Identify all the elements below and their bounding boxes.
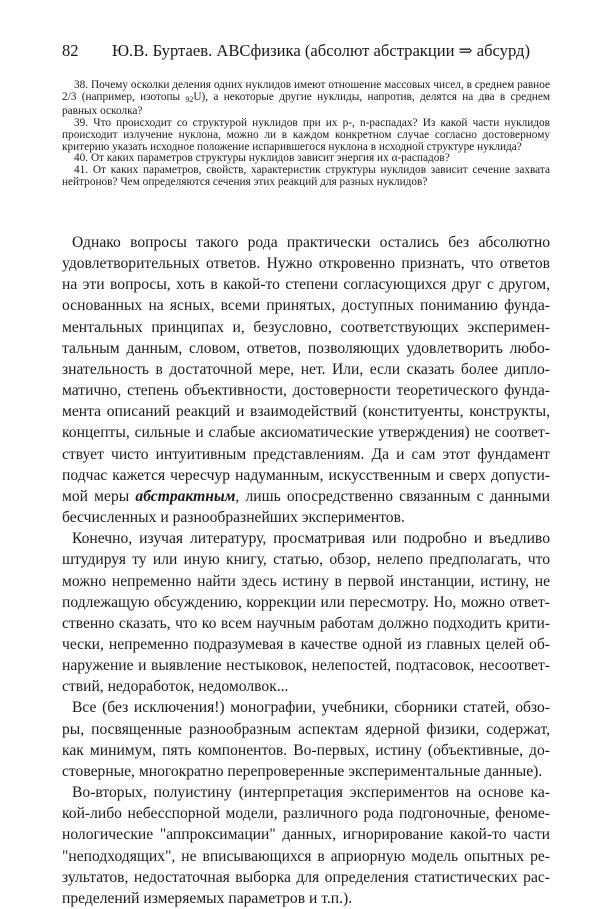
question-list [62,80,550,189]
running-title: Ю.В. Буртаев. ABCфизика (абсолют абстракции ⇒ абсурд) [112,41,531,60]
question-item: 41. От каких параметров, свойств, характеристик структуры нуклидов зависит сечение захвата нейтронов? Чем определяются сечения этих реакций для разных нуклидов? [62,164,550,189]
page-header [62,41,550,63]
paragraph: Во-вторых, полуистину (интерпретация экспериментов на основе какой-либо небесспорной модели, различного рода подгоночные, феноменологические "аппроксимации" данных, игнорирование какой-то части "неподходящих", не вписывающихся в априорную модель опытных результатов, недостаточная выборка для определения статистических распределений измеряемых параметров и т.п.). [62,784,550,907]
question-item: 40. От каких параметров структуры нуклидов зависит энергия их α-распадов? [74,152,450,165]
paragraph: Все (без исключения!) монографии, учебники, сборники статей, обзоры, посвященные разнообразным аспектам ядерной физики, содержат, как минимум, пять компонентов. Во-первых, истину (объективные, достоверные, многократно перепроверенные экспериментальные данные). [62,699,550,780]
paragraph: Однако вопросы такого рода практически остались без абсолютно удовлетворительных ответов. Нужно откровенно признать, что ответов на эти вопросы, хоть в какой-то степени согласующихся друг с другом, основанных на ясных, всеми принятых, доступных пониманию фундаментальных принципах и, безусловно, соответствующих экспериментальным данным, словом, ответов, позволяющих удовлетворить любознательность в достаточной мере, нет. Или, если сказать более дипломатично, степень объективности, достоверности теоретического фундамента описаний реакций и взаимодействий (конституенты, конструкты, концепты, сильные и слабые аксиоматические утверждения) не соответствует чисто интуитивным представлениям. Да и сам этот фундамент подчас кажется чересчур надуманным, искусственным и сверх допустимой меры абстрактным, лишь опосредственно связанным с данными бесчисленных и разнообразнейших экспериментов. [62,234,550,527]
question-item: 39. Что происходит со структурой нуклидов при их p-, n-распадах? Из какой части нуклидов происходит излучение нуклона, можно ли в каждом конкретном случае согласно достоверному критерию указать исходное положение испарившегося нуклона в исходной структуре нуклида? [62,116,550,153]
question-item: 38. Почему осколки деления одних нуклидов имеют отношение массовых чисел, в среднем равное 2/3 (например, изотопы $_{92}$U), а некоторые другие нуклиды, напротив, делятся на два в среднем равных осколка? [62,79,550,117]
body-text [62,232,550,909]
emphasized-word: абстрактным [135,487,236,505]
isotope-subscript: 92 [185,94,194,104]
paragraph: Конечно, изучая литературу, просматривая или подробно и въедливо штудируя ту или иную книгу, статью, обзор, нелепо предполагать, что можно непременно найти здесь истину в первой инстанции, истину, не подлежащую обсуждению, коррекции или пересмотру. Но, можно ответственно сказать, что ко всем научным работам должно подходить критически, непременно подразумевая в качестве одной из главных целей обнаружение и выявление нестыковок, нелепостей, подтасовок, несоответствий, недоработок, недомолвок... [62,530,550,696]
page-number: 82 [62,41,79,60]
